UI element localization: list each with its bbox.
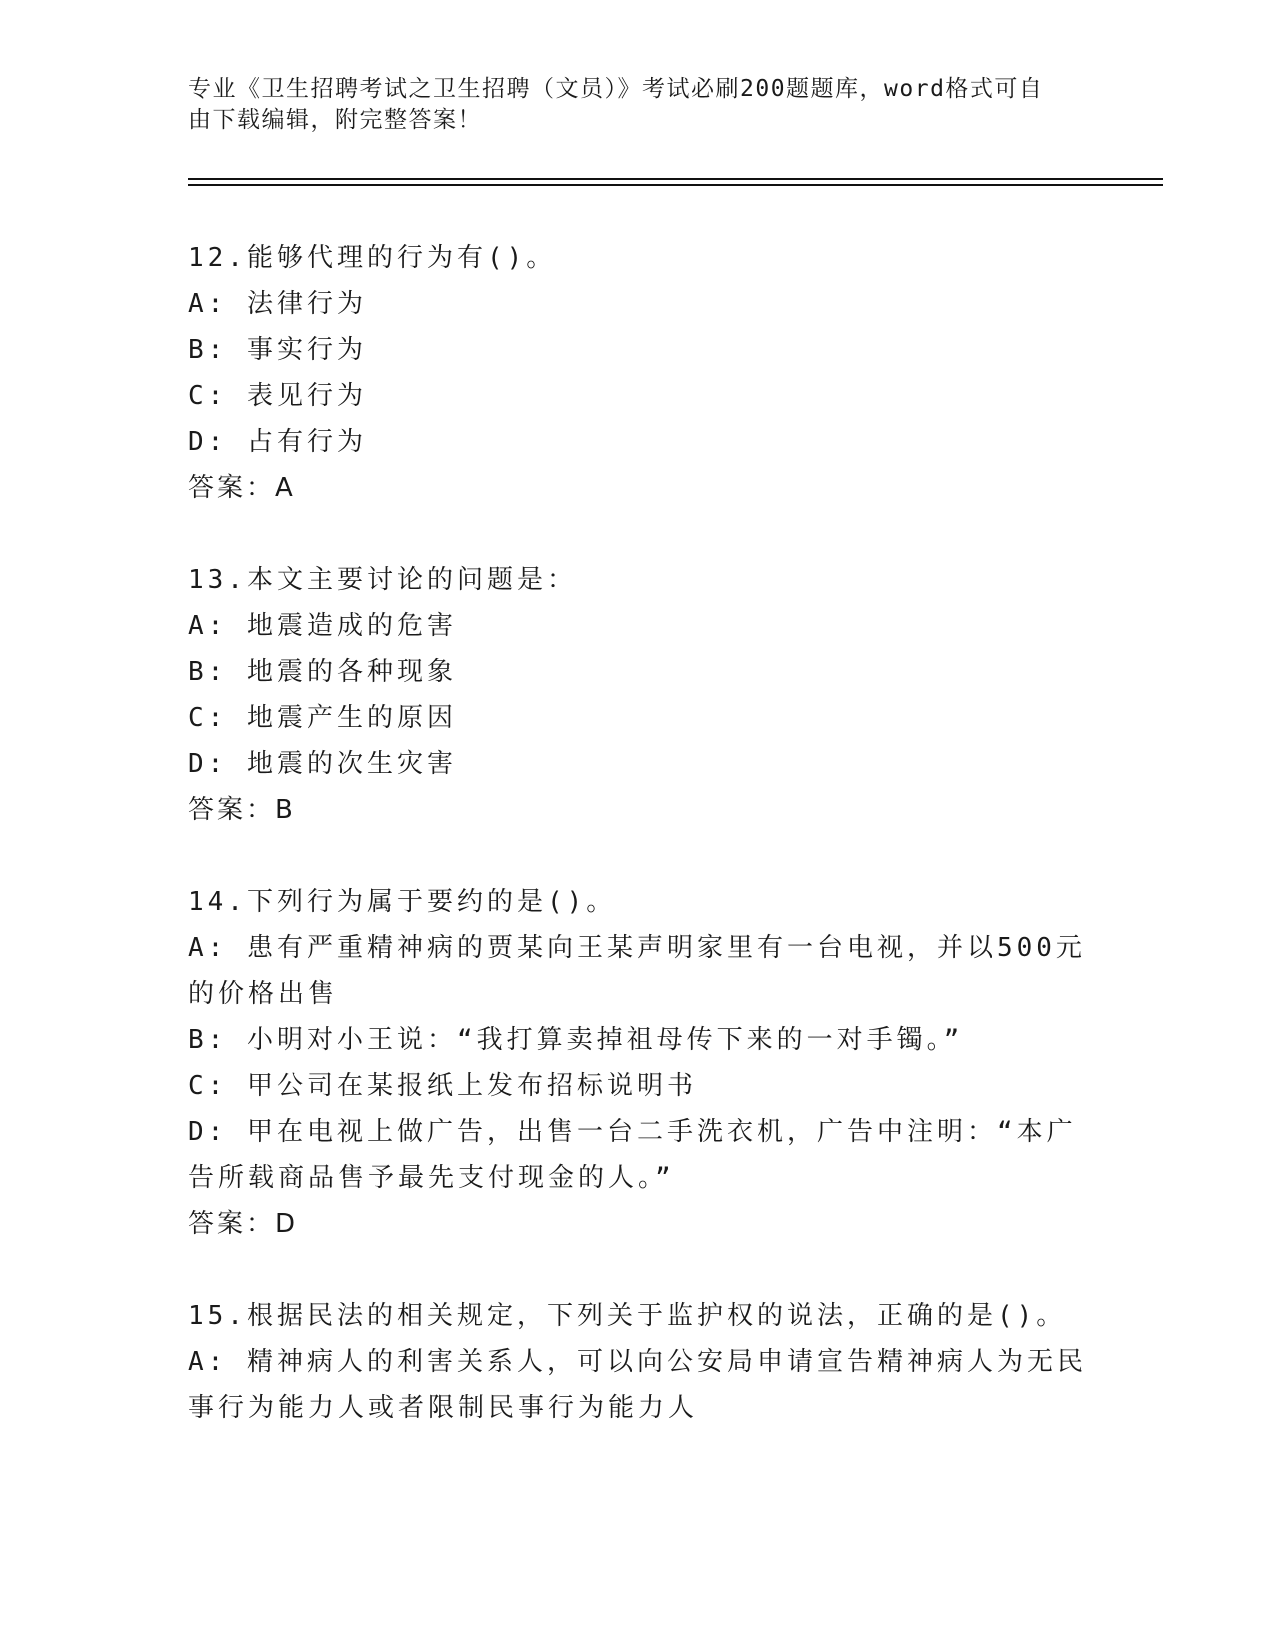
option-a: A: 地震造成的危害 xyxy=(188,611,457,641)
question-stem: 14.下列行为属于要约的是()。 xyxy=(188,887,617,917)
answer-label: 答案： xyxy=(188,1209,276,1239)
answer-row xyxy=(188,1201,1088,1247)
question-stem: 13.本文主要讨论的问题是： xyxy=(188,565,577,595)
option-c: C: 甲公司在某报纸上发布招标说明书 xyxy=(188,1071,697,1101)
answer-value: A xyxy=(275,473,294,503)
option-d: D: 甲在电视上做广告，出售一台二手洗衣机，广告中注明：“本广告所载商品售予最先支付现金的人。” xyxy=(188,1117,1077,1193)
question-15 xyxy=(188,1293,1088,1431)
question-stem: 15.根据民法的相关规定，下列关于监护权的说法，正确的是()。 xyxy=(188,1301,1067,1331)
header-divider-bottom xyxy=(188,184,1163,186)
question-13 xyxy=(188,557,1088,833)
question-stem: 12.能够代理的行为有()。 xyxy=(188,243,557,273)
option-d: D: 占有行为 xyxy=(188,427,367,457)
header-divider-top xyxy=(188,178,1163,180)
option-a: A: 精神病人的利害关系人，可以向公安局申请宣告精神病人为无民事行为能力人或者限制民事行为能力人 xyxy=(188,1347,1087,1423)
question-14 xyxy=(188,879,1088,1247)
question-list xyxy=(188,235,1088,1477)
option-d: D: 地震的次生灾害 xyxy=(188,749,457,779)
option-a: A: 法律行为 xyxy=(188,289,367,319)
answer-value: B xyxy=(275,795,294,825)
option-c: C: 表见行为 xyxy=(188,381,367,411)
answer-label: 答案： xyxy=(188,795,276,825)
option-a: A: 患有严重精神病的贾某向王某声明家里有一台电视，并以500元的价格出售 xyxy=(188,933,1086,1009)
answer-row xyxy=(188,787,1088,833)
option-b: B: 事实行为 xyxy=(188,335,367,365)
header-line-2: 由下载编辑，附完整答案！ xyxy=(188,107,482,133)
option-b: B: 地震的各种现象 xyxy=(188,657,457,687)
document-header xyxy=(188,74,1088,136)
answer-value: D xyxy=(275,1209,297,1239)
answer-label: 答案： xyxy=(188,473,276,503)
option-b: B: 小明对小王说：“我打算卖掉祖母传下来的一对手镯。” xyxy=(188,1025,964,1055)
header-line-1: 专业《卫生招聘考试之卫生招聘（文员）》考试必刷200题题库，word格式可自 xyxy=(188,76,1044,102)
answer-row xyxy=(188,465,1088,511)
question-12 xyxy=(188,235,1088,511)
option-c: C: 地震产生的原因 xyxy=(188,703,457,733)
